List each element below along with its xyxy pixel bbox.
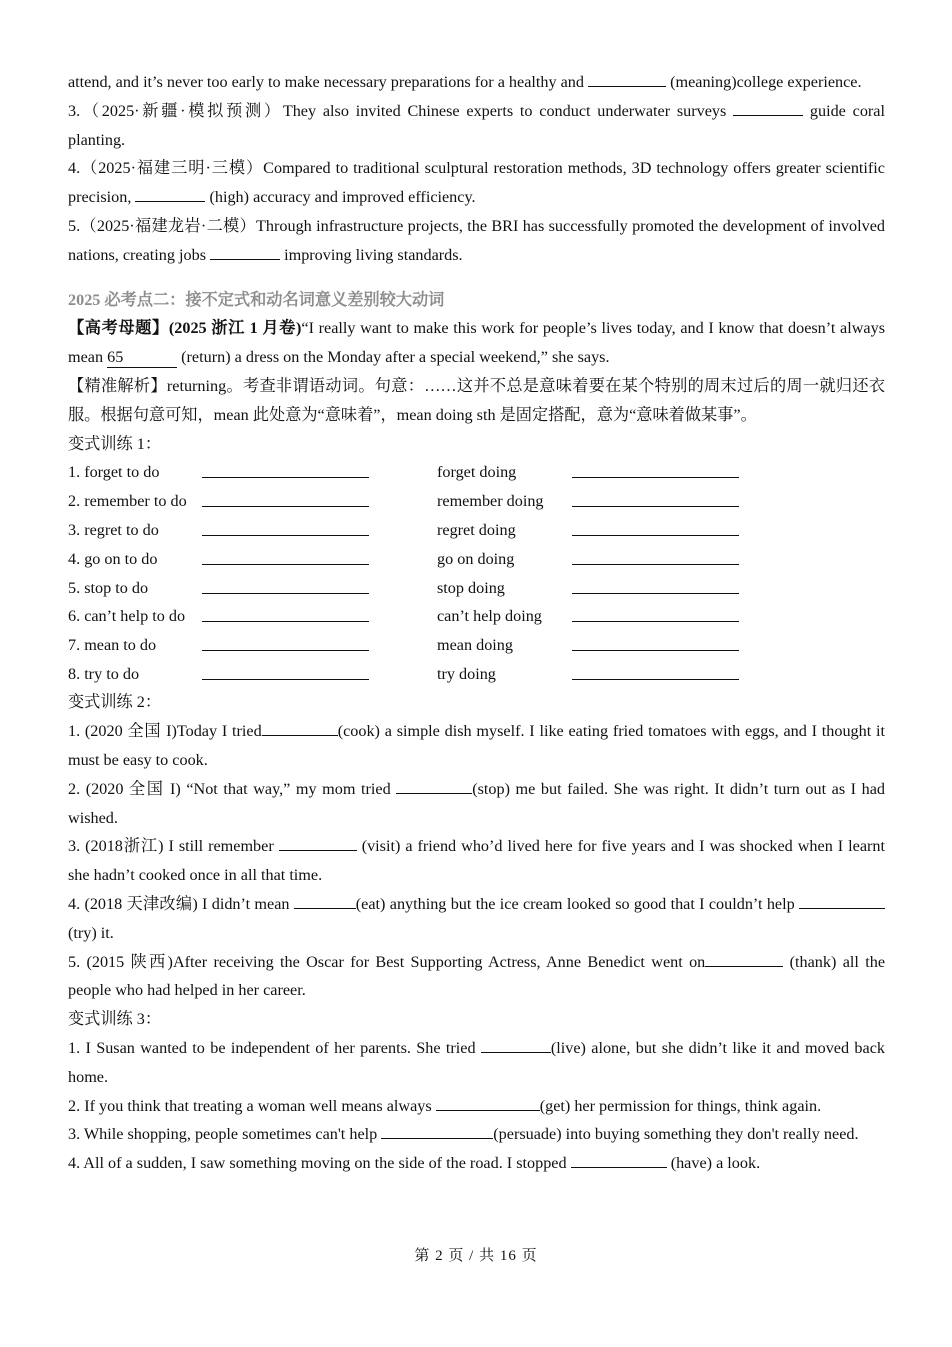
answer-line[interactable] xyxy=(202,621,369,622)
answer-line[interactable] xyxy=(572,564,739,565)
mother-question: 【高考母题】(2025 浙江 1 月卷)“I really want to make this work for people’s lives today, and I know that doesn’t always mean 65 (return) a dress on the Monday after a special weekend,” she says. xyxy=(68,319,885,367)
answer-blank[interactable] xyxy=(135,183,205,202)
answer-blank[interactable] xyxy=(733,97,803,116)
answer-line[interactable] xyxy=(202,679,369,680)
answer-blank[interactable] xyxy=(210,241,280,260)
answer-blank[interactable] xyxy=(571,1149,667,1168)
answer-line[interactable] xyxy=(572,650,739,651)
drill-2-title: 变式训练 2： xyxy=(68,693,162,712)
answer-line[interactable] xyxy=(572,477,739,478)
answer-line[interactable] xyxy=(572,621,739,622)
drill-row: 7. mean to do mean doing xyxy=(68,631,885,660)
answer-line[interactable] xyxy=(202,593,369,594)
drill-1-title: 变式训练 1： xyxy=(68,434,162,453)
answer-line[interactable] xyxy=(572,535,739,536)
answer-blank[interactable] xyxy=(799,890,885,909)
drill-3-question: 2. If you think that treating a woman well means always (get) her permission for things, think again. xyxy=(68,1092,885,1121)
answer-line[interactable] xyxy=(202,477,369,478)
section-title: 2025 必考点二：接不定式和动名词意义差别较大动词 xyxy=(68,290,445,309)
question-3: 3.（2025·新疆·模拟预测）They also invited Chinese experts to conduct underwater surveys guide coral planting. xyxy=(68,97,885,155)
mother-question-answer: 65 xyxy=(107,347,177,368)
drill-row: 3. regret to do regret doing xyxy=(68,516,885,545)
answer-line[interactable] xyxy=(572,506,739,507)
drill-2-question: 2. (2020 全国 I) “Not that way,” my mom tried (stop) me but failed. She was right. It didn’t turn out as I had wished. xyxy=(68,775,885,833)
answer-line[interactable] xyxy=(202,650,369,651)
answer-blank[interactable] xyxy=(294,890,356,909)
answer-line[interactable] xyxy=(572,593,739,594)
mother-question-label: 【高考母题】(2025 浙江 1 月卷) xyxy=(68,319,302,338)
drill-row: 8. try to do try doing xyxy=(68,660,885,689)
document-page xyxy=(68,68,885,1178)
question-2-continued: attend, and it’s never too early to make necessary preparations for a healthy and (meaning)college experience. xyxy=(68,68,885,97)
drill-1-grid xyxy=(68,458,885,688)
drill-2-question: 4. (2018 天津改编) I didn’t mean (eat) anything but the ice cream looked so good that I couldn’t help (try) it. xyxy=(68,890,885,948)
answer-blank[interactable] xyxy=(279,832,357,851)
drill-3-question: 4. All of a sudden, I saw something moving on the side of the road. I stopped (have) a look. xyxy=(68,1149,885,1178)
drill-row: 1. forget to do forget doing xyxy=(68,458,885,487)
answer-blank[interactable] xyxy=(481,1034,551,1053)
question-5: 5.（2025·福建龙岩·二模）Through infrastructure projects, the BRI has successfully promoted the development of involved nations, creating jobs improving living standards. xyxy=(68,216,885,264)
answer-line[interactable] xyxy=(202,564,369,565)
answer-blank[interactable] xyxy=(396,775,472,794)
drill-2-question: 5. (2015 陕西)After receiving the Oscar for Best Supporting Actress, Anne Benedict went on (thank) all the people who had helped in her career. xyxy=(68,948,885,1006)
answer-line[interactable] xyxy=(202,506,369,507)
answer-blank[interactable] xyxy=(436,1092,540,1111)
analysis-label: 【精准解析】 xyxy=(68,376,167,395)
analysis: 【精准解析】returning。考查非谓语动词。句意：……这并不总是意味着要在某个特别的周末过后的周一就归还衣服。根据句意可知，mean 此处意为“意味着”，mean doing sth 是固定搭配，意为“意味着做某事”。 xyxy=(68,376,886,424)
drill-3-title: 变式训练 3： xyxy=(68,1010,162,1029)
drill-row: 5. stop to do stop doing xyxy=(68,574,885,603)
drill-3-question: 1. I Susan wanted to be independent of her parents. She tried (live) alone, but she didn’t like it and moved back home. xyxy=(68,1034,885,1092)
drill-2-question: 3. (2018浙江) I still remember (visit) a friend who’d lived here for five years and I was shocked when I learnt she hadn’t cooked once in all that time. xyxy=(68,832,885,890)
answer-line[interactable] xyxy=(572,679,739,680)
page-footer: 第 2 页 / 共 16 页 xyxy=(414,1248,538,1264)
question-4: 4.（2025·福建三明·三模）Compared to traditional sculptural restoration methods, 3D technology offers greater scientific precision, (high) accuracy and improved efficiency. xyxy=(68,159,885,207)
drill-row: 2. remember to do remember doing xyxy=(68,487,885,516)
drill-2-question: 1. (2020 全国 I)Today I tried (cook) a simple dish myself. I like eating fried tomatoes with eggs, and I thought it must be easy to cook. xyxy=(68,717,885,775)
answer-blank[interactable] xyxy=(262,717,338,736)
answer-blank[interactable] xyxy=(705,948,783,967)
drill-row: 4. go on to do go on doing xyxy=(68,545,885,574)
answer-blank[interactable] xyxy=(588,68,666,87)
drill-3-question: 3. While shopping, people sometimes can't help (persuade) into buying something they don't really need. xyxy=(68,1120,885,1149)
answer-blank[interactable] xyxy=(381,1120,493,1139)
drill-row: 6. can’t help to do can’t help doing xyxy=(68,602,885,631)
answer-line[interactable] xyxy=(202,535,369,536)
